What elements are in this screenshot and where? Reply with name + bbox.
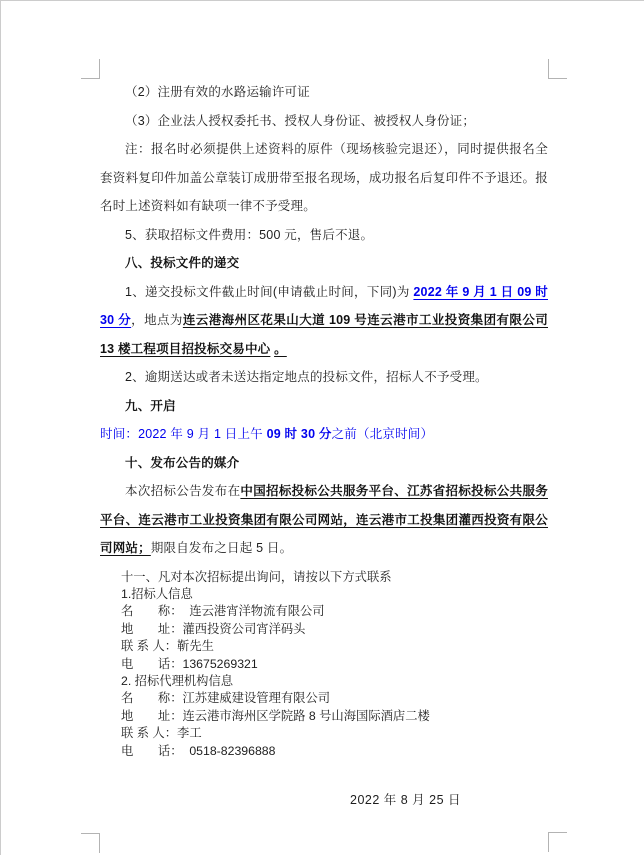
para-note — [100, 135, 548, 221]
contact-line: 十一、凡对本次招标提出询问，请按以下方式联系 — [121, 569, 392, 584]
para-item-2 — [100, 78, 548, 107]
text-segment: 2022 年 9 月 1 日 09 时 30 分 — [100, 284, 548, 327]
text-boundary-mark-bottom-left — [81, 833, 100, 853]
text-segment: 期限自发布之日起 5 日。 — [150, 541, 293, 555]
text-segment: 九、开启 — [125, 398, 176, 413]
para-submission — [100, 278, 548, 364]
text-segment: 时间：2022 年 9 月 1 日上午 — [100, 427, 267, 441]
contact-line: 联 系 人：靳先生 — [121, 639, 214, 654]
contact-line: 地 址：灌西投资公司宵洋码头 — [121, 621, 306, 636]
text-segment: （3）企业法人授权委托书、授权人身份证、被授权人身份证； — [125, 113, 476, 128]
contact-line: 电 话： 0518-82396888 — [121, 743, 276, 758]
document-body — [100, 78, 548, 848]
heading-section-8 — [100, 249, 548, 278]
para-overdue — [100, 363, 548, 392]
heading-section-10 — [100, 449, 548, 478]
para-item-3 — [100, 107, 548, 136]
text-segment: 之前（北京时间） — [331, 427, 434, 441]
text-segment: 1、递交投标文件截止时间(申请截止时间，下同)为 — [125, 284, 414, 299]
contact-line: 地 址：连云港市海州区学院路 8 号山海国际酒店二楼 — [121, 708, 430, 723]
para-item-5 — [100, 221, 548, 250]
text-segment: 5、获取招标文件费用：500 元，售后不退。 — [125, 227, 374, 242]
text-segment: 09 时 30 分 — [266, 427, 332, 441]
contact-line: 1.招标人信息 — [121, 586, 193, 601]
contact-line: 2. 招标代理机构信息 — [121, 673, 234, 688]
text-segment: 本次招标公告发布在 — [125, 484, 241, 498]
contact-line: 联 系 人：李工 — [121, 726, 202, 741]
text-segment: 2、逾期送达或者未送达指定地点的投标文件，招标人不予受理。 — [125, 370, 488, 384]
contact-line: 电 话：13675269321 — [121, 656, 258, 671]
text-segment: 十、发布公告的媒介 — [125, 455, 240, 470]
para-open-time — [100, 420, 548, 449]
paragraph-container — [100, 78, 548, 563]
text-boundary-mark-top-left — [81, 59, 100, 79]
contact-info-block — [100, 569, 548, 760]
footer-date: 2022 年 8 月 25 日 — [350, 792, 462, 807]
text-segment: ，地点为 — [131, 313, 183, 327]
page-canvas — [1, 1, 644, 855]
text-boundary-mark-bottom-right — [548, 832, 567, 852]
text-segment: 连云港海州区花果山大道 109 号连云港市工业投资集团有限公司 13 楼工程项目招投标交易中心 — [100, 313, 548, 356]
contact-line: 名 称：江苏建威建设管理有限公司 — [121, 691, 331, 706]
para-media — [100, 477, 548, 563]
contact-line: 名 称： 连云港宵洋物流有限公司 — [121, 604, 325, 619]
text-segment: 八、投标文件的递交 — [125, 256, 240, 270]
text-boundary-mark-top-right — [548, 59, 567, 79]
text-segment: （2）注册有效的水路运输许可证 — [125, 85, 310, 99]
text-segment: 。 — [274, 341, 287, 356]
text-segment: 注：报名时必须提供上述资料的原件（现场核验完退还），同时提供报名全套资料复印件加盖公章装订成册带至报名现场，成功报名后复印件不予退还。报名时上述资料如有缺项一律不予受理。 — [100, 142, 548, 213]
heading-section-9 — [100, 392, 548, 421]
text-segment: 中国招标投标公共服务平台、江苏省招标投标公共服务平台、连云港市工业投资集团有限公司网站，连云港市工投集团灌西投资有限公司网站； — [100, 484, 548, 555]
